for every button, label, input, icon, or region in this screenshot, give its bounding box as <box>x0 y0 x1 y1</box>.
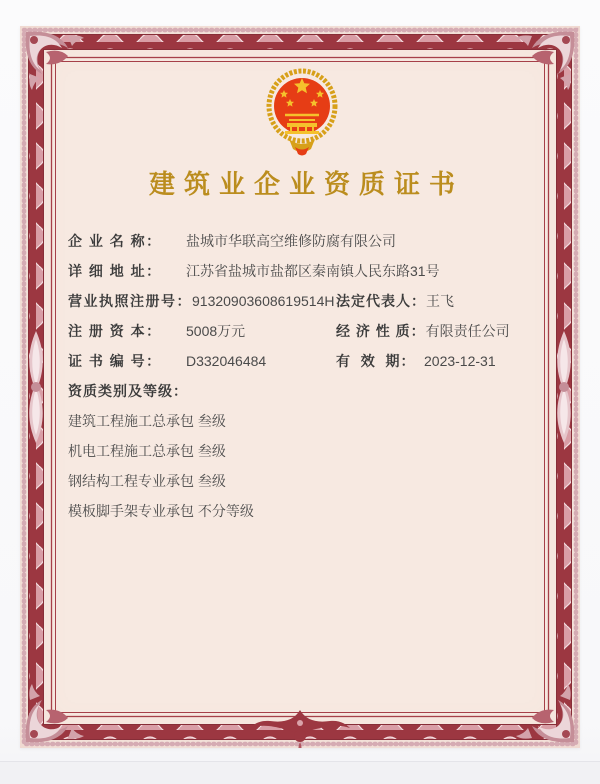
field-row-company-name <box>68 226 536 256</box>
field-label: 证 书 编 号： <box>68 353 162 369</box>
certificate-sheet <box>20 26 580 748</box>
field-row-certificate-number <box>68 346 536 376</box>
qualification-item: 钢结构工程专业承包 叁级 <box>68 473 226 489</box>
field-value: D332046484 <box>186 353 267 369</box>
field-value: 5008万元 <box>186 323 246 339</box>
field-row-registered-capital <box>68 316 536 346</box>
field-label: 营业执照注册号： <box>68 293 192 309</box>
field-label: 经 济 性 质： <box>336 323 426 339</box>
field-value: 盐城市华联高空维修防腐有限公司 <box>186 233 396 249</box>
field-row-address <box>68 256 536 286</box>
field-value: 有限责任公司 <box>425 323 510 339</box>
field-value: 2023-12-31 <box>424 353 496 369</box>
field-value: 江苏省盐城市盐都区秦南镇人民东路31号 <box>186 263 440 279</box>
qualification-section-header: 资质类别及等级： <box>68 383 188 399</box>
certificate-content <box>68 62 536 712</box>
qualification-item: 模板脚手架专业承包 不分等级 <box>68 503 254 519</box>
field-label: 法定代表人： <box>336 293 426 309</box>
field-col <box>68 351 336 371</box>
field-label: 注 册 资 本： <box>68 323 162 339</box>
field-value: 91320903608619514H <box>192 293 335 309</box>
emblem-area <box>68 66 536 158</box>
field-label: 有 效 期： <box>336 353 416 369</box>
photo-background-strip <box>0 761 600 784</box>
qualification-item: 机电工程施工总承包 叁级 <box>68 443 226 459</box>
field-row-license-number <box>68 286 536 316</box>
field-col <box>68 321 336 341</box>
certificate-title: 建筑业企业资质证书 <box>148 169 464 199</box>
field-label: 详 细 地 址： <box>68 263 162 279</box>
field-label: 企 业 名 称： <box>68 233 162 249</box>
field-col <box>336 291 454 311</box>
field-value: 王飞 <box>426 293 454 309</box>
field-list <box>68 226 536 376</box>
field-col <box>68 291 336 311</box>
field-col <box>336 321 510 341</box>
field-col <box>336 351 496 371</box>
qualification-item: 建筑工程施工总承包 叁级 <box>68 413 226 429</box>
china-national-emblem-icon <box>265 66 339 156</box>
